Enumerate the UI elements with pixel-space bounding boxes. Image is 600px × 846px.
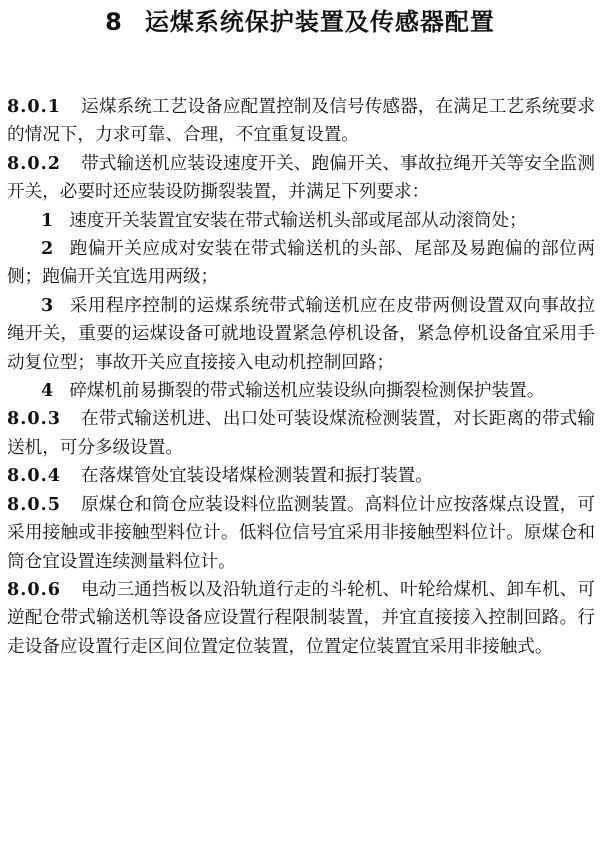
clause-text: 在落煤管处宜装设堵煤检测装置和振打装置。: [80, 466, 433, 487]
item-number: 1: [41, 209, 54, 231]
list-item-4: [7, 377, 595, 405]
clause-8-0-4: [7, 462, 595, 490]
item-text: 碎煤机前易撕裂的带式输送机应装设纵向撕裂检测保护装置。: [69, 381, 545, 402]
clause-text: 在带式输送机进、出口处可装设煤流检测装置，对长距离的带式输送机，可分多级设置。: [7, 409, 595, 458]
item-text: 跑偏开关应成对安装在带式输送机的头部、尾部及易跑偏的部位两侧；跑偏开关宜选用两级；: [7, 239, 595, 288]
section-title: [0, 2, 600, 37]
list-item-1: [7, 207, 595, 235]
clause-8-0-5: [7, 491, 595, 576]
list-item-2: [7, 235, 595, 292]
clause-8-0-2: [7, 150, 595, 207]
list-item-3: [7, 292, 595, 377]
section-title-text: 运煤系统保护装置及传感器配置: [144, 8, 495, 36]
clause-8-0-6: [7, 576, 595, 661]
clause-number: 8.0.6: [7, 578, 61, 600]
clause-text: 电动三通挡板以及沿轨道行走的斗轮机、叶轮给煤机、卸车机、可逆配仓带式输送机等设备应设置行程限制装置，并宜直接接入控制回路。行走设备应设置行走区间位置定位装置，位置定位装置宜采用非接触式。: [7, 579, 595, 657]
clause-8-0-3: [7, 405, 595, 462]
item-text: 速度开关装置宜安装在带式输送机头部或尾部从动滚筒处；: [69, 210, 527, 231]
clause-number: 8.0.2: [7, 152, 61, 174]
section-number: 8: [105, 8, 123, 36]
clause-text: 原煤仓和筒仓应装设料位监测装置。高料位计应按落煤点设置，可采用接触或非接触型料位计。低料位信号宜采用非接触型料位计。原煤仓和筒仓宜设置连续测量料位计。: [7, 494, 595, 572]
clause-number: 8.0.5: [7, 493, 61, 515]
item-number: 2: [41, 238, 54, 260]
clause-text: 带式输送机应装设速度开关、跑偏开关、事故拉绳开关等安全监测开关，必要时还应装设防撕裂装置，并满足下列要求：: [7, 153, 595, 203]
item-number: 4: [41, 380, 54, 402]
clause-text: 运煤系统工艺设备应配置控制及信号传感器，在满足工艺系统要求的情况下，力求可靠、合理，不宜重复设置。: [7, 97, 595, 146]
item-text: 采用程序控制的运煤系统带式输送机应在皮带两侧设置双向事故拉绳开关，重要的运煤设备可就地设置紧急停机设备，紧急停机设备宜采用手动复位型；事故开关应直接接入电动机控制回路；: [7, 295, 595, 373]
clause-number: 8.0.1: [7, 96, 61, 117]
clause-8-0-1: [7, 93, 595, 150]
clause-number: 8.0.3: [7, 408, 61, 430]
item-number: 3: [41, 294, 54, 316]
section-body: [7, 93, 595, 661]
clause-number: 8.0.4: [7, 465, 61, 487]
